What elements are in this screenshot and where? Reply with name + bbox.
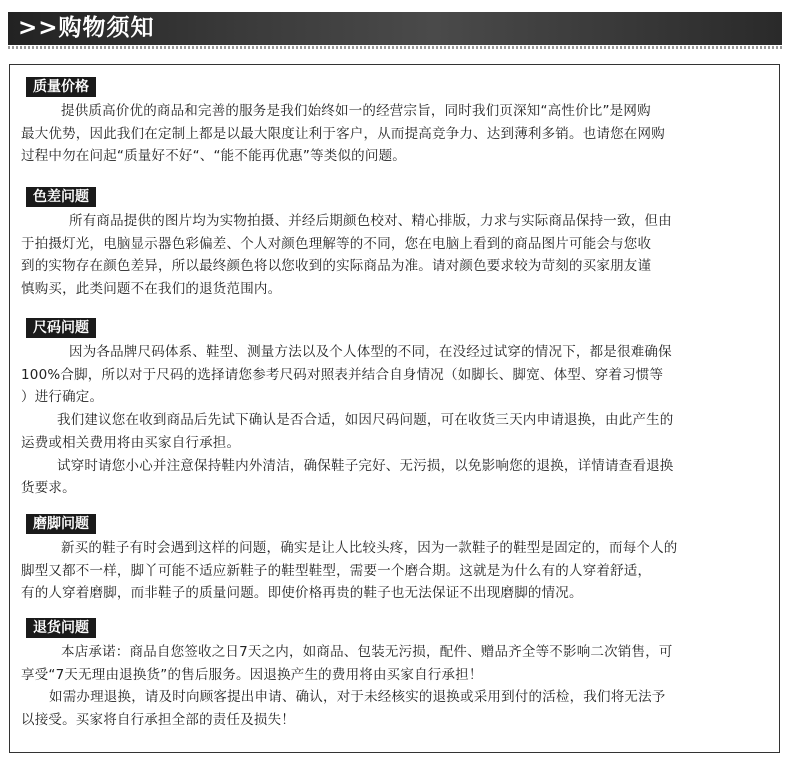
page-header	[8, 12, 782, 45]
section-tag: 退货问题	[26, 618, 96, 638]
section-paragraph	[21, 641, 761, 732]
page-title: >>购物须知	[18, 15, 155, 41]
paragraph-line: 于拍摄灯光，电脑显示器色彩偏差、个人对颜色理解等的不同，您在电脑上看到的商品图片可能会与您收	[21, 235, 652, 252]
section-tag: 尺码问题	[26, 318, 96, 338]
section-paragraph	[21, 341, 761, 500]
paragraph-line: 所有商品提供的图片均为实物拍摄、并经后期颜色校对、精心排版，力求与实际商品保持一致，但由	[69, 213, 672, 229]
section-returns	[21, 617, 761, 732]
paragraph-line: 到的实物存在颜色差异，所以最终颜色将以您收到的实际商品为准。请对颜色要求较为苛刻的买家朋友谨	[21, 258, 652, 275]
section-size	[21, 317, 761, 500]
section-tag: 色差问题	[26, 187, 96, 207]
paragraph-line: 试穿时请您小心并注意保持鞋内外清洁，确保鞋子完好、无污损，以免影响您的退换，详情请查看退换	[57, 457, 674, 474]
section-paragraph	[21, 100, 761, 168]
section-color-difference	[21, 186, 761, 301]
paragraph-line: 脚型又都不一样，脚丫可能不适应新鞋子的鞋型鞋型，需要一个磨合期。这就是为什么有的人穿着舒适，	[21, 562, 652, 579]
paragraph-line: 新买的鞋子有时会遇到这样的问题，确实是让人比较头疼，因为一款鞋子的鞋型是固定的，而每个人的	[61, 540, 678, 556]
paragraph-line: ）进行确定。	[21, 389, 104, 406]
paragraph-line: 享受“7天无理由退换货”的售后服务。因退换产生的费用将由买家自行承担！	[21, 666, 483, 683]
section-tag: 质量价格	[26, 77, 96, 97]
paragraph-line: 本店承诺：商品自您签收之日7天之内，如商品、包装无污损，配件、赠品齐全等不影响二次销售，可	[61, 644, 673, 660]
section-paragraph	[21, 210, 761, 301]
section-paragraph	[21, 537, 761, 605]
paragraph-line: 如需办理退换，请及时向顾客提出申请、确认，对于未经核实的退换或采用到付的活检，我们将无法予	[49, 689, 666, 706]
paragraph-line: 慎购买，此类问题不在我们的退货范围内。	[21, 281, 282, 298]
paragraph-line: 我们建议您在收到商品后先试下确认是否合适，如因尺码问题，可在收货三天内申请退换，由此产生的	[57, 412, 674, 429]
paragraph-line: 以接受。买家将自行承担全部的责任及损失！	[21, 712, 295, 729]
paragraph-line: 因为各品牌尺码体系、鞋型、测量方法以及个人体型的不同，在没经过试穿的情况下，都是很难确保	[69, 344, 672, 360]
section-foot-rubbing	[21, 513, 761, 605]
section-tag: 磨脚问题	[26, 514, 96, 534]
paragraph-line: 有的人穿着磨脚，而非鞋子的质量问题。即使价格再贵的鞋子也无法保证不出现磨脚的情况。	[21, 585, 583, 602]
paragraph-line: 过程中勿在问起“质量好不好“、“能不能再优惠”等类似的问题。	[21, 148, 406, 165]
section-quality-price	[21, 76, 761, 168]
paragraph-line: 提供质高价优的商品和完善的服务是我们始终如一的经营宗旨，同时我们页深知“高性价比”是网购	[61, 103, 651, 119]
paragraph-line: 最大优势，因此我们在定制上都是以最大限度让利于客户，从而提高竞争力、达到薄利多销。也请您在网购	[21, 125, 665, 142]
paragraph-line: 货要求。	[21, 480, 76, 497]
paragraph-line: 100%合脚，所以对于尺码的选择请您参考尺码对照表并结合自身情况（如脚长、脚宽、体型、穿着习惯等	[21, 366, 664, 383]
paragraph-line: 运费或相关费用将由买家自行承担。	[21, 434, 241, 451]
